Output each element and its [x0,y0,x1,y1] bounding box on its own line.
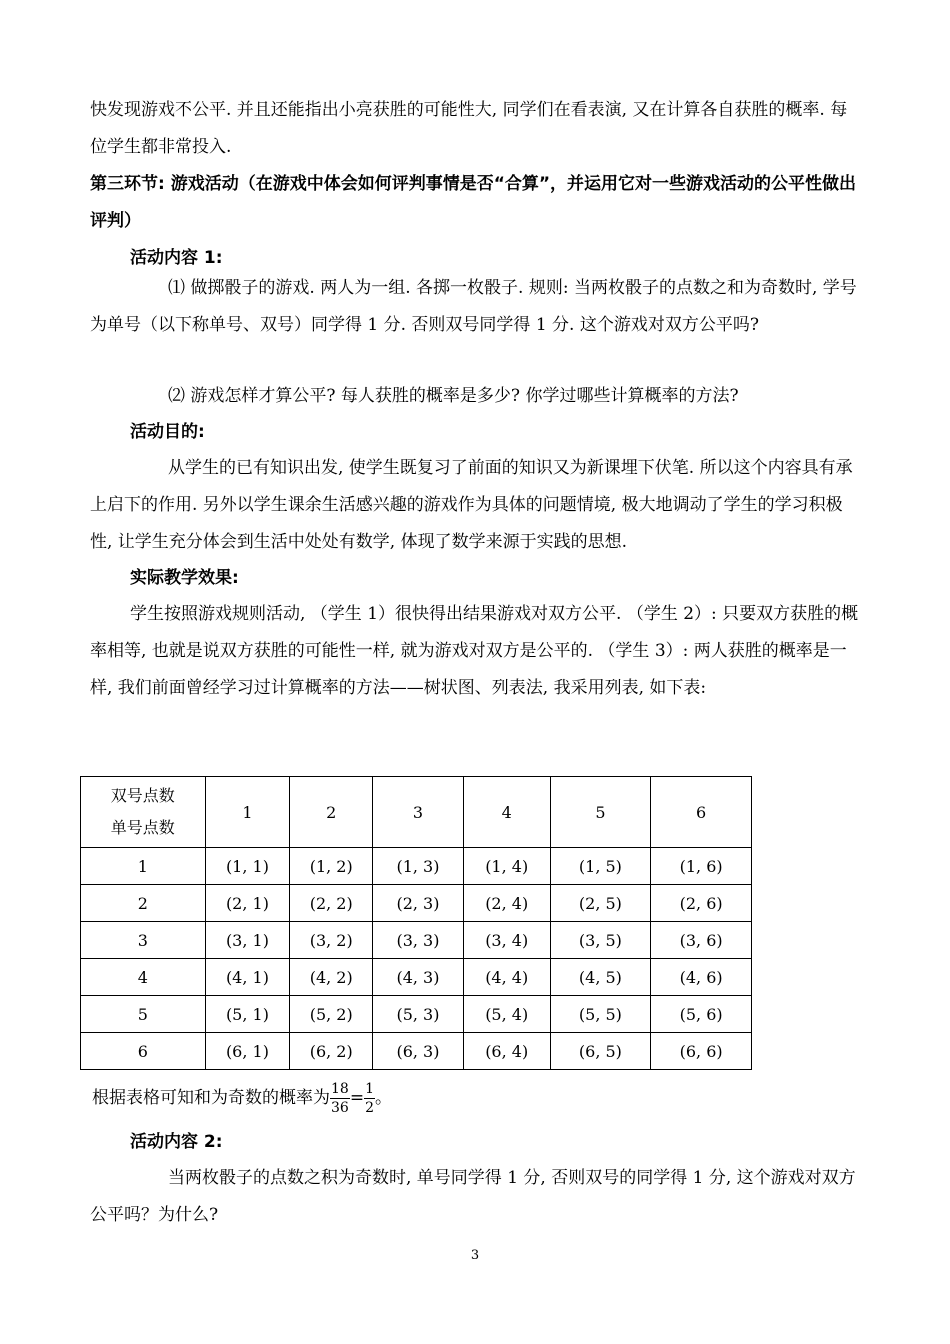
fraction-18-36: $\frac{18}{36}$ [331,1081,349,1116]
table-cell: (1, 4) [463,848,550,885]
table-corner-cell [81,777,206,848]
table-cell: (1, 6) [651,848,752,885]
table-cell: (5, 5) [550,996,651,1033]
table-row [81,848,752,885]
table-cell: (6, 2) [290,1033,373,1070]
table-cell: (3, 4) [463,922,550,959]
table-cell: (3, 1) [205,922,290,959]
table-cell: (6, 1) [205,1033,290,1070]
table-cell: (4, 4) [463,959,550,996]
table-header-row [81,777,752,848]
activity-2-title: 活动内容 2: [130,1132,223,1152]
table-body [81,848,752,1070]
table-cell: (2, 3) [373,885,464,922]
table-cell: (5, 3) [373,996,464,1033]
table-cell: (2, 5) [550,885,651,922]
table-cell: (2, 6) [651,885,752,922]
table-cell: (4, 6) [651,959,752,996]
corner-label-bottom: 单号点数 [110,818,175,837]
row-header: 6 [81,1033,206,1070]
table-cell: (1, 1) [205,848,290,885]
table-row [81,959,752,996]
column-header: 5 [550,777,651,848]
teaching-effect-title: 实际教学效果: [130,568,239,588]
section-heading-3: 第三环节: 游戏活动（在游戏中体会如何评判事情是否“合算”，并运用它对一些游戏活动的公平性做出评判） [90,174,857,231]
table-cell: (1, 3) [373,848,464,885]
activity-1-title: 活动内容 1: [130,248,223,268]
column-header: 3 [373,777,464,848]
table-cell: (5, 1) [205,996,290,1033]
corner-label-top: 双号点数 [110,786,175,805]
table-cell: (4, 1) [205,959,290,996]
table-cell: (3, 5) [550,922,651,959]
column-header: 6 [651,777,752,848]
table-cell: (3, 2) [290,922,373,959]
table-cell: (6, 6) [651,1033,752,1070]
table-cell: (5, 4) [463,996,550,1033]
activity-2-text: 当两枚骰子的点数之积为奇数时, 单号同学得 1 分, 否则双号的同学得 1 分, 这个游戏对双方公平吗？为什么? [90,1168,856,1225]
page-number: 3 [470,1248,480,1263]
conclusion-suffix: 。 [375,1088,392,1108]
equals-sign: = [349,1088,365,1108]
teaching-effect-text: 学生按照游戏规则活动, （学生 1）很快得出结果游戏对双方公平. （学生 2）: 只要双方获胜的概率相等, 也就是说双方获胜的可能性一样, 就为游戏对双方是公平的. （学生 3）: 两人获胜的概率是一样, 我们前面曾经学习过计算概率的方法——树状图、列表法, 我采用列表, 如下表: [90,604,859,698]
activity-1-question-2: ⑵ 游戏怎样才算公平? 每人获胜的概率是多少? 你学过哪些计算概率的方法? [168,386,739,406]
table-cell: (2, 2) [290,885,373,922]
table-cell: (5, 2) [290,996,373,1033]
row-header: 2 [81,885,206,922]
table-row [81,996,752,1033]
table-cell: (2, 1) [205,885,290,922]
probability-conclusion [92,1078,862,1118]
table-cell: (6, 4) [463,1033,550,1070]
paragraph-intro: 快发现游戏不公平. 并且还能指出小亮获胜的可能性大, 同学们在看表演, 又在计算各自获胜的概率. 每位学生都非常投入. [90,100,848,157]
row-header: 3 [81,922,206,959]
table-cell: (4, 3) [373,959,464,996]
activity-goal-title: 活动目的: [130,422,205,442]
row-header: 4 [81,959,206,996]
conclusion-prefix: 根据表格可知和为奇数的概率为 [92,1088,330,1108]
row-header: 1 [81,848,206,885]
table-cell: (4, 5) [550,959,651,996]
fraction-1-2: $\frac{1}{2}$ [365,1081,374,1116]
table-row [81,885,752,922]
table-cell: (6, 5) [550,1033,651,1070]
table-cell: (1, 2) [290,848,373,885]
table-cell: (3, 6) [651,922,752,959]
column-header: 2 [290,777,373,848]
column-header: 4 [463,777,550,848]
activity-goal-text: 从学生的已有知识出发, 使学生既复习了前面的知识又为新课埋下伏笔. 所以这个内容具有承上启下的作用. 另外以学生课余生活感兴趣的游戏作为具体的问题情境, 极大地调动了学生的学习积极性, 让学生充分体会到生活中处处有数学, 体现了数学来源于实践的思想. [90,458,853,552]
activity-1-question-1: ⑴ 做掷骰子的游戏. 两人为一组. 各掷一枚骰子. 规则: 当两枚骰子的点数之和为奇数时, 学号为单号（以下称单号、双号）同学得 1 分. 否则双号同学得 1 分. 这个游戏对双方公平吗? [90,278,857,335]
row-header: 5 [81,996,206,1033]
table-cell: (6, 3) [373,1033,464,1070]
table-cell: (2, 4) [463,885,550,922]
table-cell: (3, 3) [373,922,464,959]
table-cell: (5, 6) [651,996,752,1033]
dice-outcome-table [80,776,752,1070]
table-cell: (4, 2) [290,959,373,996]
column-header: 1 [205,777,290,848]
table-cell: (1, 5) [550,848,651,885]
table-row [81,1033,752,1070]
table-row [81,922,752,959]
